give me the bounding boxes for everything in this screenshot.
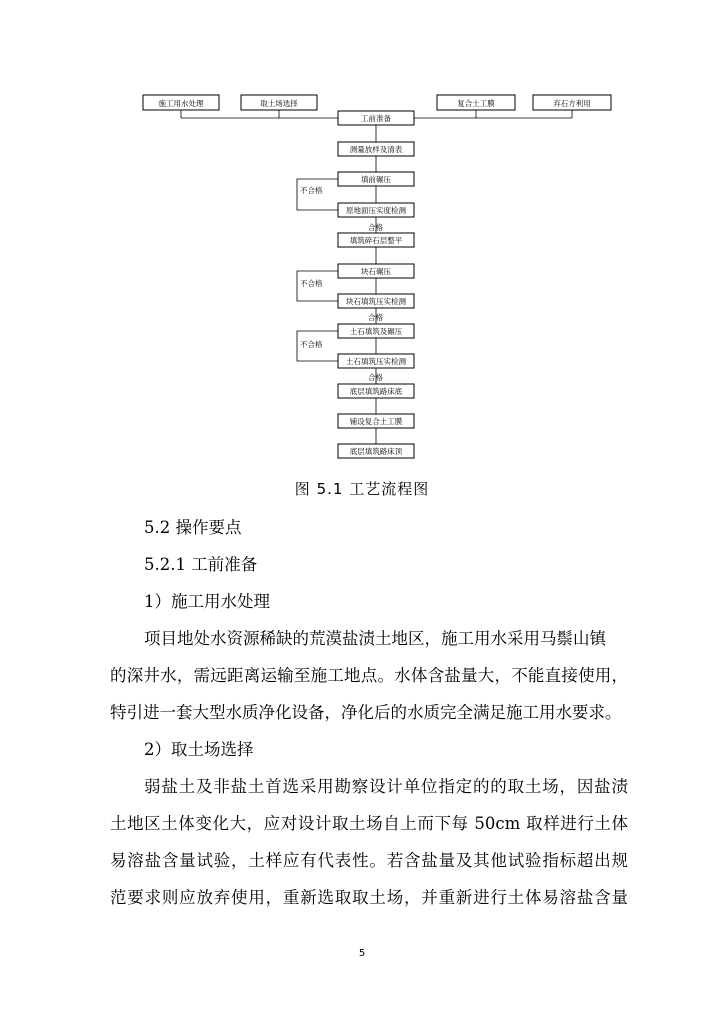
section-heading-5-2: 5.2 操作要点 [144,518,242,537]
paragraph-2-line-1: 弱盐土及非盐土首选采用勘察设计单位指定的的取土场，因盐渍 [144,777,628,796]
flow-step-3-label: 填前碾压 [361,175,391,184]
pass-label-2: 合格 [368,313,383,322]
flow-step-12-label: 底层填筑路床顶 [349,447,403,456]
paragraph-2-line-4: 范要求则应放弃使用，重新选取取土场，并重新进行土体易溶盐含量 [110,888,628,907]
fail-label-1: 不合格 [300,186,323,195]
flow-step-10-label: 底层填筑路床底 [349,387,403,396]
flow-step-9-label: 土石填筑压实检测 [346,357,406,366]
paragraph-1-line-3: 特引进一套大型水质净化设备，净化后的水质完全满足施工用水要求。 [110,703,622,722]
pass-label-1: 合格 [368,223,383,232]
process-flowchart [0,0,724,470]
flow-step-7-label: 块石填筑压实检测 [346,297,406,306]
paragraph-1-line-2: 的深井水，需远距离运输至施工地点。水体含盐量大，不能直接使用， [110,666,628,685]
section-heading-5-2-1: 5.2.1 工前准备 [144,555,258,574]
paragraph-2-line-3: 易溶盐含量试验，土样应有代表性。若含盐量及其他试验指标超出规 [110,851,628,870]
flow-step-6-label: 块石碾压 [361,267,391,276]
paragraph-2-line-2: 土地区土体变化大，应对设计取土场自上而下每 50cm 取样进行土体 [110,814,628,833]
flow-box-waste-stone-label: 弃石方利用 [553,99,591,108]
flow-step-4-label: 原地面压实度检测 [346,206,406,215]
flow-step-11-label: 铺设复合土工膜 [349,417,403,426]
item-heading-water: 1）施工用水处理 [144,592,270,611]
flow-step-5-label: 填筑碎石层整平 [349,236,403,245]
item-heading-borrow: 2）取土场选择 [144,740,254,759]
paragraph-1-line-1: 项目地处水资源稀缺的荒漠盐渍土地区，施工用水采用马鬃山镇 [144,629,606,648]
flow-box-geomembrane-label: 复合土工膜 [457,99,495,108]
flow-step-2-label: 测量放样及清表 [349,145,403,154]
flow-step-1-label: 工前准备 [361,114,391,123]
figure-caption: 图 5.1 工艺流程图 [294,480,430,498]
pass-label-3: 合格 [368,373,383,382]
fail-label-3: 不合格 [300,340,323,349]
flow-box-water-treatment-label: 施工用水处理 [158,99,204,108]
flow-step-8-label: 土石填筑及碾压 [349,327,403,336]
fail-label-2: 不合格 [300,279,323,288]
flow-box-borrow-pit-label: 取土场选择 [260,99,298,108]
page-number: 5 [358,948,366,959]
